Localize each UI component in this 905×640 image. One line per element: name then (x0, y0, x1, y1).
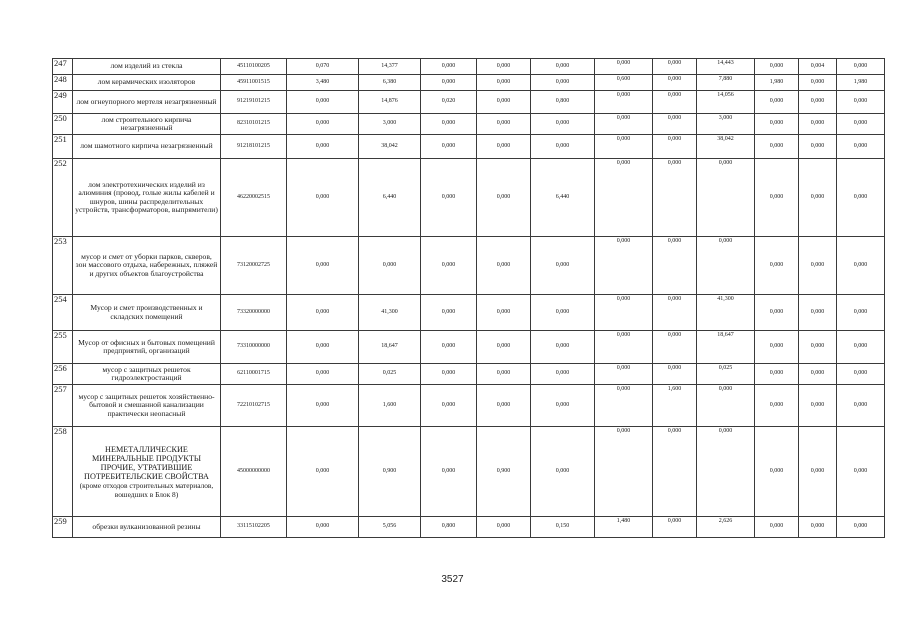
value-cell: 3,000 (697, 114, 755, 135)
waste-name (73, 331, 221, 364)
waste-name-text: Мусор и смет производственных и складских помещений (90, 303, 203, 321)
value-cell: 0,000 (697, 237, 755, 295)
value-cell: 18,647 (697, 331, 755, 364)
value-cell: 0,000 (799, 91, 837, 114)
value-cell: 0,000 (799, 159, 837, 237)
waste-name (73, 159, 221, 237)
value-cell: 0,000 (837, 135, 885, 159)
value-cell: 0,000 (799, 75, 837, 91)
value-cell: 0,150 (531, 517, 595, 538)
value-cell: 0,000 (595, 159, 653, 237)
waste-name-text: лом строительного кирпича незагрязненный (101, 114, 192, 132)
value-cell: 1,600 (359, 385, 421, 427)
value-cell: 0,000 (653, 517, 697, 538)
waste-name (73, 517, 221, 538)
value-cell: 0,000 (287, 364, 359, 385)
fkko-code: 73120002725 (221, 237, 287, 295)
value-cell: 0,000 (595, 331, 653, 364)
value-cell: 0,000 (837, 114, 885, 135)
value-cell: 41,300 (697, 295, 755, 331)
value-cell: 0,800 (531, 91, 595, 114)
value-cell: 0,000 (421, 295, 477, 331)
value-cell: 0,900 (359, 427, 421, 517)
value-cell: 0,025 (359, 364, 421, 385)
waste-name-text: Мусор от офисных и бытовых помещений предприятий, организаций (78, 337, 215, 355)
value-cell: 0,000 (837, 91, 885, 114)
waste-name (73, 427, 221, 517)
value-cell: 0,000 (837, 295, 885, 331)
value-cell: 0,000 (837, 385, 885, 427)
value-cell: 6,380 (359, 75, 421, 91)
waste-table (52, 58, 885, 538)
fkko-code: 91219101215 (221, 91, 287, 114)
value-cell: 1,480 (595, 517, 653, 538)
value-cell: 0,000 (697, 427, 755, 517)
table-row (53, 159, 885, 237)
fkko-code: 45000000000 (221, 427, 287, 517)
waste-name (73, 114, 221, 135)
value-cell: 0,000 (653, 159, 697, 237)
waste-name (73, 75, 221, 91)
table-row (53, 295, 885, 331)
value-cell: 0,000 (421, 331, 477, 364)
value-cell: 0,000 (755, 385, 799, 427)
waste-name (73, 385, 221, 427)
value-cell: 1,980 (755, 75, 799, 91)
value-cell: 0,000 (837, 427, 885, 517)
value-cell: 0,000 (531, 237, 595, 295)
row-number: 256 (53, 364, 73, 385)
value-cell: 0,000 (653, 91, 697, 114)
table-row (53, 331, 885, 364)
waste-name (73, 364, 221, 385)
value-cell: 0,000 (287, 295, 359, 331)
row-number: 249 (53, 91, 73, 114)
row-number: 250 (53, 114, 73, 135)
value-cell: 0,000 (595, 427, 653, 517)
value-cell: 0,000 (799, 135, 837, 159)
value-cell: 0,000 (477, 59, 531, 75)
value-cell: 0,000 (595, 114, 653, 135)
value-cell: 0,000 (755, 364, 799, 385)
value-cell: 0,000 (697, 159, 755, 237)
waste-name (73, 237, 221, 295)
value-cell: 0,000 (531, 295, 595, 331)
value-cell: 0,000 (799, 331, 837, 364)
waste-name-note: (кроме отходов строительных материалов, вошедших в Блок 8) (79, 480, 214, 499)
value-cell: 41,300 (359, 295, 421, 331)
row-number: 248 (53, 75, 73, 91)
value-cell: 0,000 (755, 59, 799, 75)
value-cell: 0,000 (287, 114, 359, 135)
value-cell: 0,000 (531, 135, 595, 159)
row-number: 259 (53, 517, 73, 538)
waste-name (73, 295, 221, 331)
value-cell: 0,000 (421, 75, 477, 91)
value-cell: 0,000 (755, 114, 799, 135)
waste-name-text: лом изделий из стекла (110, 61, 183, 71)
waste-name-text: лом шамотного кирпича незагрязненный (80, 141, 213, 151)
waste-name-text: мусор и смет от уборки парков, скверов, зон массового отдыха, набережных, пляжей и других объектов благоустройства (75, 251, 218, 278)
value-cell: 0,000 (755, 427, 799, 517)
value-cell: 0,000 (595, 135, 653, 159)
value-cell: 0,000 (531, 114, 595, 135)
value-cell: 0,020 (421, 91, 477, 114)
value-cell: 0,000 (287, 385, 359, 427)
row-number: 251 (53, 135, 73, 159)
value-cell: 1,980 (837, 75, 885, 91)
value-cell: 0,000 (287, 237, 359, 295)
value-cell: 0,000 (421, 364, 477, 385)
waste-name-text: лом электротехнических изделий из алюминия (провод, голые жилы кабелей и шнуров, шины распределительных устройств, трансформаторов, выпрямители) (75, 179, 218, 214)
value-cell: 0,000 (837, 159, 885, 237)
value-cell: 0,000 (755, 295, 799, 331)
row-number: 252 (53, 159, 73, 237)
value-cell: 0,000 (477, 385, 531, 427)
row-number: 254 (53, 295, 73, 331)
row-number: 253 (53, 237, 73, 295)
value-cell: 14,443 (697, 59, 755, 75)
value-cell: 0,070 (287, 59, 359, 75)
value-cell: 0,000 (287, 91, 359, 114)
waste-name (73, 91, 221, 114)
fkko-code: 91218101215 (221, 135, 287, 159)
value-cell: 0,000 (755, 135, 799, 159)
row-number: 258 (53, 427, 73, 517)
value-cell: 0,000 (653, 75, 697, 91)
value-cell: 0,000 (287, 159, 359, 237)
value-cell: 0,000 (421, 114, 477, 135)
value-cell: 0,000 (837, 331, 885, 364)
row-number: 247 (53, 59, 73, 75)
value-cell: 0,000 (477, 114, 531, 135)
value-cell: 0,000 (595, 364, 653, 385)
value-cell: 0,000 (653, 427, 697, 517)
value-cell: 0,000 (531, 59, 595, 75)
value-cell: 0,000 (653, 114, 697, 135)
waste-table-sheet (52, 58, 884, 538)
table-row (53, 75, 885, 91)
value-cell: 0,000 (755, 517, 799, 538)
value-cell: 0,000 (799, 385, 837, 427)
value-cell: 7,880 (697, 75, 755, 91)
value-cell: 0,025 (697, 364, 755, 385)
fkko-code: 73320000000 (221, 295, 287, 331)
table-row (53, 114, 885, 135)
value-cell: 0,000 (477, 237, 531, 295)
value-cell: 0,000 (477, 75, 531, 91)
value-cell: 0,000 (531, 427, 595, 517)
fkko-code: 45911001515 (221, 75, 287, 91)
value-cell: 0,000 (477, 135, 531, 159)
value-cell: 0,000 (837, 517, 885, 538)
value-cell: 0,000 (799, 427, 837, 517)
table-row (53, 427, 885, 517)
value-cell: 0,000 (477, 159, 531, 237)
table-row (53, 237, 885, 295)
value-cell: 0,004 (799, 59, 837, 75)
value-cell: 0,000 (287, 427, 359, 517)
value-cell: 0,000 (595, 237, 653, 295)
waste-name-text: НЕМЕТАЛЛИЧЕСКИЕ МИНЕРАЛЬНЫЕ ПРОДУКТЫ ПРОЧИЕ, УТРАТИВШИЕ ПОТРЕБИТЕЛЬСКИЕ СВОЙСТВА (84, 444, 209, 481)
value-cell: 3,480 (287, 75, 359, 91)
waste-name (73, 135, 221, 159)
value-cell: 1,600 (653, 385, 697, 427)
value-cell: 5,056 (359, 517, 421, 538)
table-row (53, 517, 885, 538)
fkko-code: 73310000000 (221, 331, 287, 364)
row-number: 257 (53, 385, 73, 427)
value-cell: 0,000 (477, 364, 531, 385)
value-cell: 0,000 (421, 135, 477, 159)
value-cell: 0,000 (287, 135, 359, 159)
fkko-code: 72210102715 (221, 385, 287, 427)
value-cell: 0,000 (477, 295, 531, 331)
value-cell: 6,440 (531, 159, 595, 237)
value-cell: 38,042 (359, 135, 421, 159)
value-cell: 14,056 (697, 91, 755, 114)
value-cell: 0,000 (697, 385, 755, 427)
table-row (53, 91, 885, 114)
table-row (53, 364, 885, 385)
value-cell: 0,000 (531, 75, 595, 91)
waste-name-text: мусор с защитных решеток хозяйственно-бытовой и смешанной канализации практически неопасный (78, 391, 215, 418)
value-cell: 14,876 (359, 91, 421, 114)
value-cell: 0,000 (531, 331, 595, 364)
fkko-code: 62110001715 (221, 364, 287, 385)
table-row (53, 59, 885, 75)
value-cell: 0,000 (477, 331, 531, 364)
value-cell: 2,626 (697, 517, 755, 538)
fkko-code: 45110100205 (221, 59, 287, 75)
table-row (53, 385, 885, 427)
page-number: 3527 (441, 574, 464, 585)
waste-name-text: лом огнеупорного мертеля незагрязненный (76, 96, 217, 106)
fkko-code: 33115102205 (221, 517, 287, 538)
value-cell: 0,000 (287, 331, 359, 364)
value-cell: 0,600 (595, 75, 653, 91)
value-cell: 0,000 (755, 237, 799, 295)
fkko-code: 46220002515 (221, 159, 287, 237)
value-cell: 0,000 (595, 91, 653, 114)
value-cell: 0,000 (653, 295, 697, 331)
value-cell: 0,800 (421, 517, 477, 538)
value-cell: 0,000 (595, 59, 653, 75)
value-cell: 0,000 (799, 114, 837, 135)
value-cell: 0,000 (287, 517, 359, 538)
waste-name-text: лом керамических изоляторов (97, 77, 196, 87)
value-cell: 0,000 (799, 364, 837, 385)
fkko-code: 82310101215 (221, 114, 287, 135)
value-cell: 14,377 (359, 59, 421, 75)
value-cell: 0,000 (755, 91, 799, 114)
value-cell: 3,000 (359, 114, 421, 135)
value-cell: 0,000 (421, 385, 477, 427)
value-cell: 0,000 (653, 331, 697, 364)
value-cell: 0,000 (837, 237, 885, 295)
value-cell: 0,000 (421, 427, 477, 517)
value-cell: 38,042 (697, 135, 755, 159)
value-cell: 0,000 (799, 295, 837, 331)
value-cell: 0,000 (531, 385, 595, 427)
value-cell: 0,000 (531, 364, 595, 385)
value-cell: 6,440 (359, 159, 421, 237)
value-cell: 0,000 (799, 517, 837, 538)
value-cell: 0,000 (595, 295, 653, 331)
value-cell: 0,000 (477, 517, 531, 538)
table-row (53, 135, 885, 159)
value-cell: 0,000 (653, 59, 697, 75)
value-cell: 0,000 (837, 364, 885, 385)
value-cell: 0,000 (755, 159, 799, 237)
waste-name-text: мусор с защитных решеток гидроэлектростанций (102, 364, 191, 382)
value-cell: 0,000 (653, 237, 697, 295)
value-cell: 0,000 (421, 159, 477, 237)
value-cell: 0,000 (837, 59, 885, 75)
value-cell: 0,000 (421, 237, 477, 295)
value-cell: 0,000 (421, 59, 477, 75)
value-cell: 0,000 (799, 237, 837, 295)
row-number: 255 (53, 331, 73, 364)
value-cell: 0,000 (653, 135, 697, 159)
waste-name-text: обрезки вулканизованной резины (92, 521, 201, 531)
value-cell: 0,000 (359, 237, 421, 295)
value-cell: 0,000 (477, 91, 531, 114)
value-cell: 0,000 (653, 364, 697, 385)
value-cell: 0,000 (595, 385, 653, 427)
waste-name (73, 59, 221, 75)
waste-table-body (53, 59, 885, 538)
value-cell: 18,647 (359, 331, 421, 364)
value-cell: 0,000 (755, 331, 799, 364)
value-cell: 0,900 (477, 427, 531, 517)
